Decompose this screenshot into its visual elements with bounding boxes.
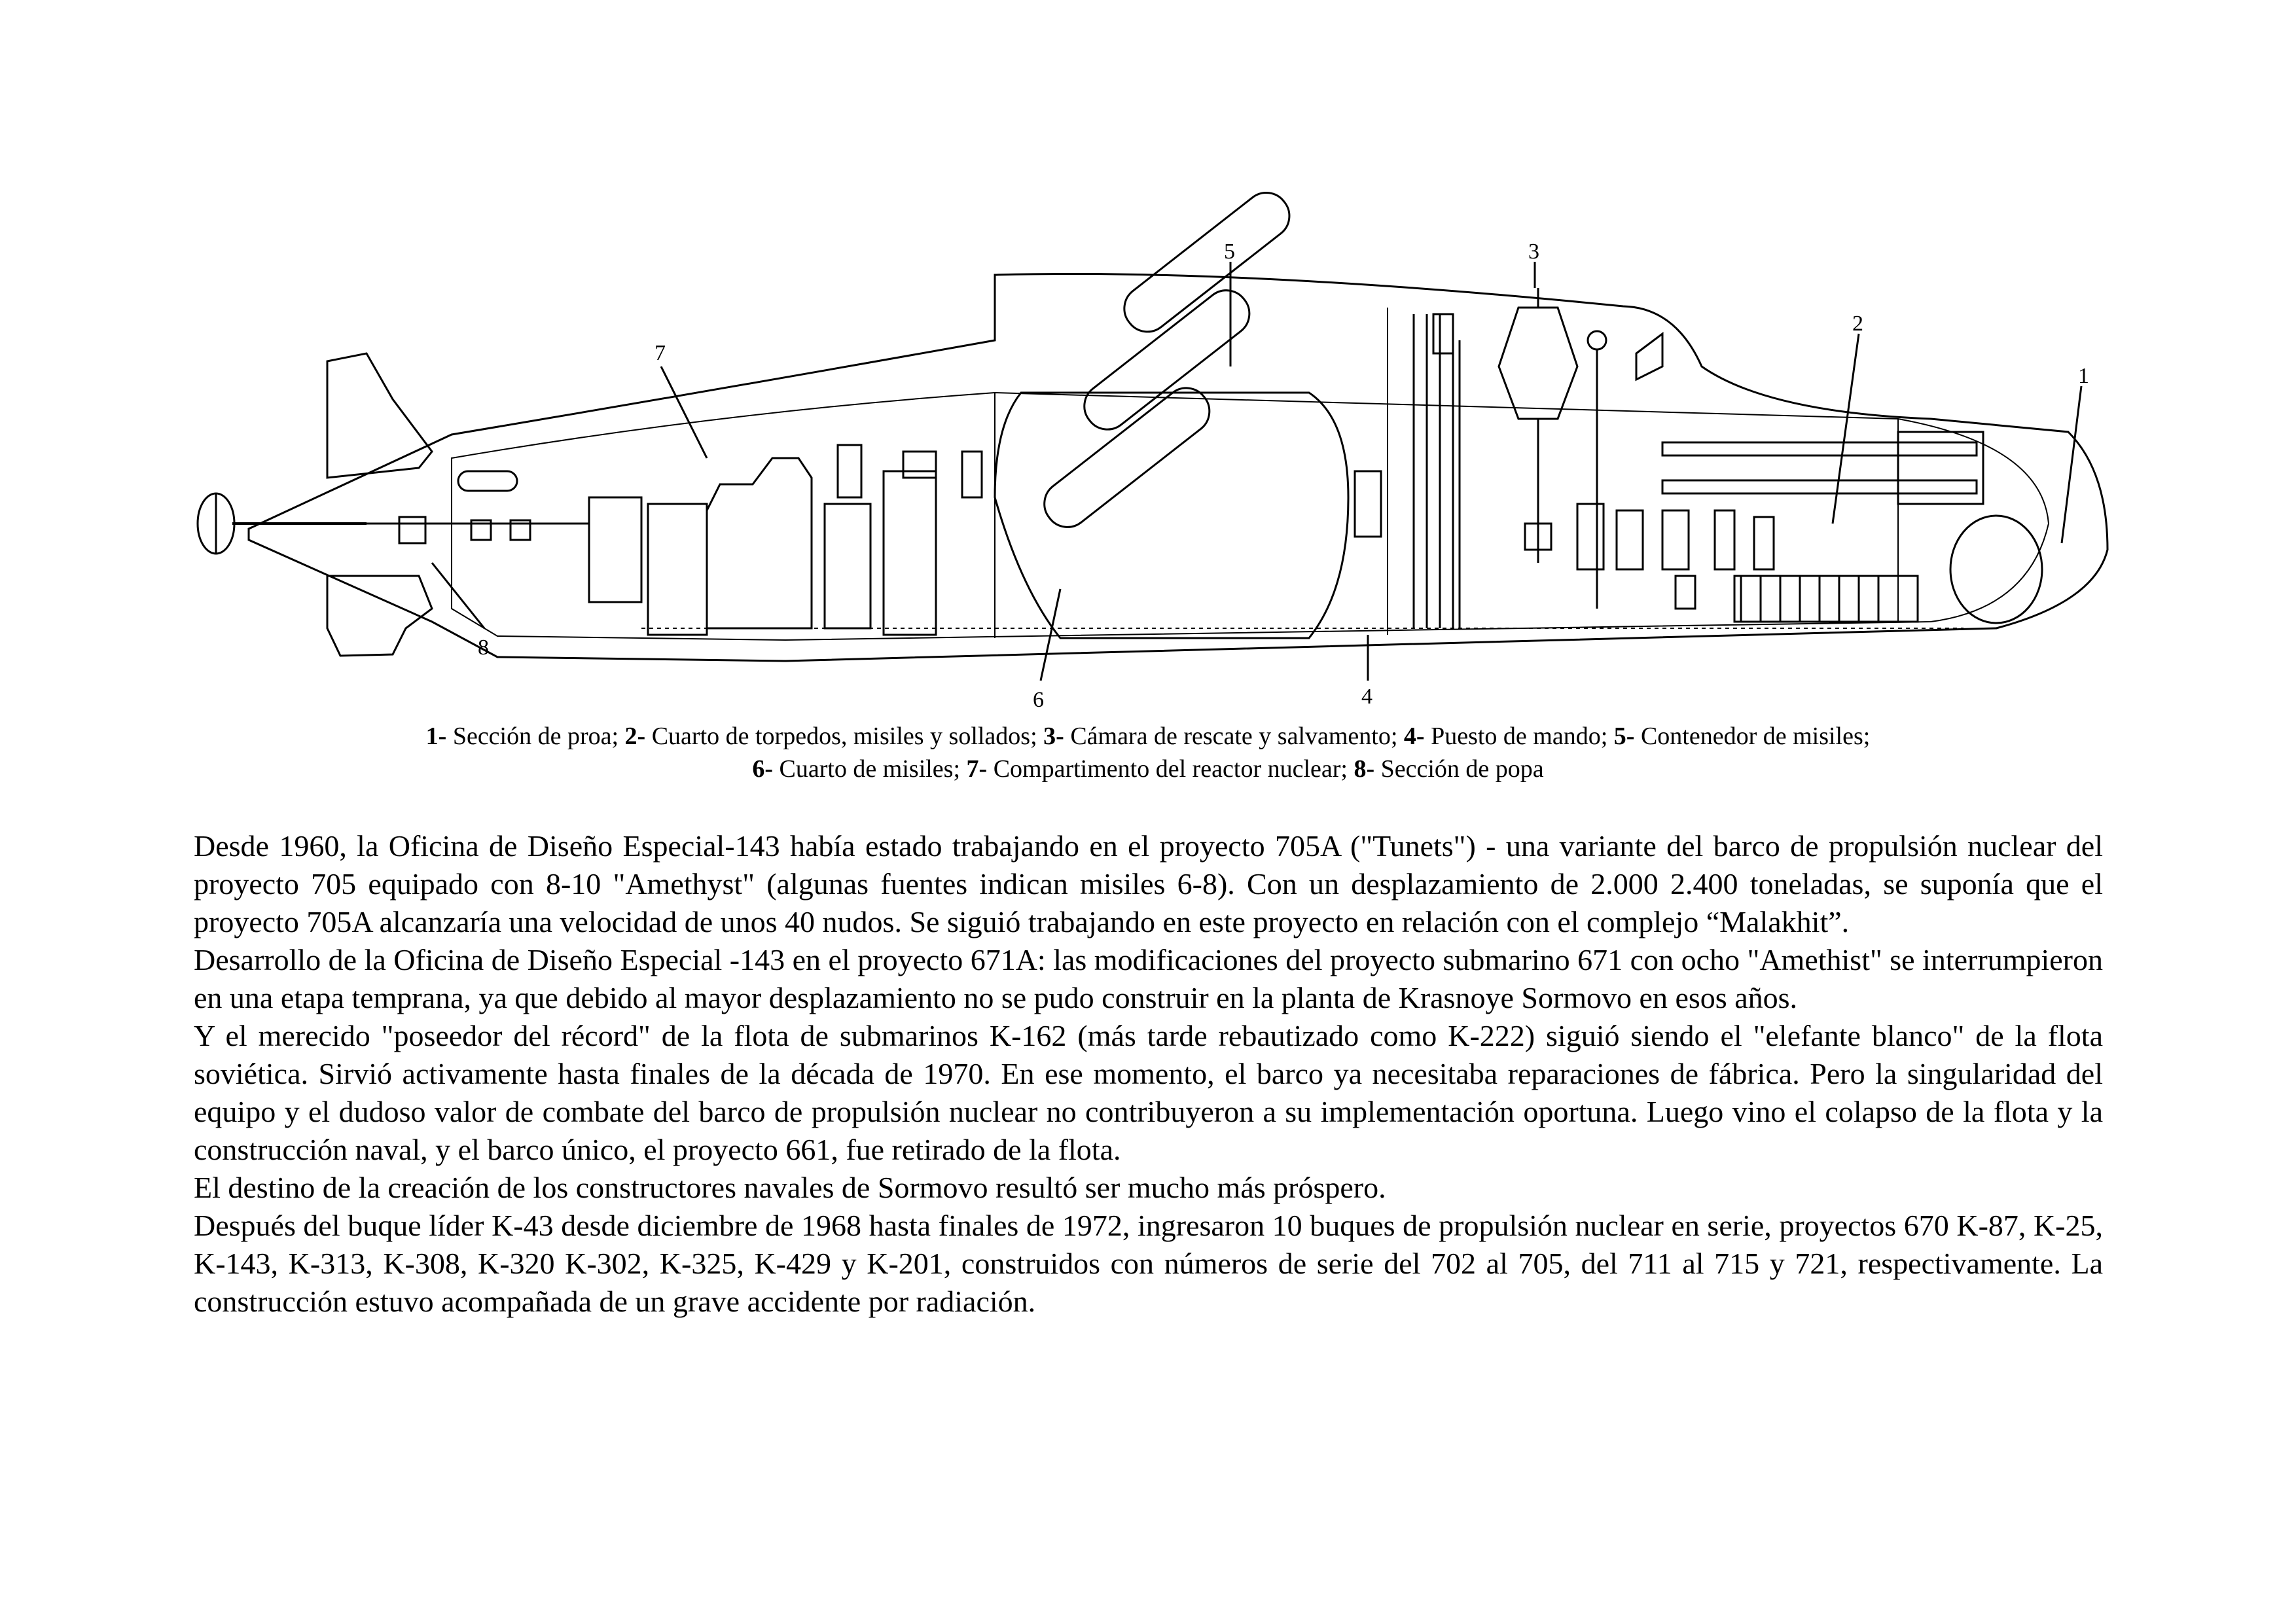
caption-num: 3- bbox=[1043, 722, 1064, 750]
diagram-label-5: 5 bbox=[1224, 240, 1235, 264]
caption-num: 8- bbox=[1354, 755, 1375, 783]
diagram-label-8: 8 bbox=[478, 635, 489, 660]
caption-text: Cuarto de torpedos, misiles y sollados; bbox=[645, 722, 1044, 750]
caption-line-1 bbox=[196, 720, 2100, 753]
caption-text: Sección de proa; bbox=[446, 722, 625, 750]
diagram-label-7: 7 bbox=[655, 341, 666, 365]
missile-containers bbox=[971, 184, 1363, 536]
stern-lower-rudder bbox=[327, 576, 432, 656]
diagram-label-1: 1 bbox=[2078, 364, 2089, 388]
caption-num: 1- bbox=[425, 722, 447, 750]
diagram-label-3: 3 bbox=[1528, 240, 1539, 264]
diagram-label-2: 2 bbox=[1852, 312, 1863, 336]
stern-rudder bbox=[327, 353, 432, 478]
caption-num: 4- bbox=[1403, 722, 1425, 750]
caption-line-2 bbox=[196, 753, 2100, 785]
caption-text: Cámara de rescate y salvamento; bbox=[1064, 722, 1404, 750]
figure-caption bbox=[196, 720, 2100, 785]
paragraph: Después del buque líder K-43 desde diciembre de 1968 hasta finales de 1972, ingresaron 10 buques de propulsión nuclear en serie, proyectos 670 K-87, K-25, K-143, K-313, K-308, K-320 K-302, K-325, K-429 y K-201, construidos con números de serie del 702 al 705, del 711 al 715 y 721, respectivamente. La construcción estuvo acompañada de un grave accidente por radiación. bbox=[194, 1209, 2103, 1318]
paragraph: Y el merecido "poseedor del récord" de la flota de submarinos K-162 (más tarde rebautizado como K-222) siguió siendo el "elefante blanco" de la flota soviética. Sirvió activamente hasta finales de la década de 1970. En ese momento, el barco ya necesitaba reparaciones de fábrica. Pero la singularidad del equipo y el dudoso valor de combate del barco de propulsión nuclear no contribuyeron a su implementación oportuna. Luego vino el colapso de la flota y la construcción naval, y el barco único, el proyecto 661, fue retirado de la flota. bbox=[194, 1019, 2103, 1166]
submarine-drawing bbox=[0, 0, 2296, 726]
caption-text: Compartimento del reactor nuclear; bbox=[987, 755, 1354, 783]
caption-text: Sección de popa bbox=[1374, 755, 1544, 783]
body-text bbox=[194, 827, 2103, 1321]
hull-outline bbox=[249, 274, 2108, 661]
paragraph: El destino de la creación de los constructores navales de Sormovo resultó ser mucho más próspero. bbox=[194, 1171, 1386, 1204]
paragraph: Desarrollo de la Oficina de Diseño Especial -143 en el proyecto 671A: las modificaciones del proyecto submarino 671 con ocho "Amethist" se interrumpieron en una etapa temprana, ya que debido al mayor desplazamiento no se pudo construir en la planta de Krasnoye Sormovo en esos años. bbox=[194, 943, 2103, 1014]
paragraph: Desde 1960, la Oficina de Diseño Especial-143 había estado trabajando en el proyecto 705A ("Tunets") - una variante del barco de propulsión nuclear del proyecto 705 equipado con 8-10 "Amethyst" (algunas fuentes indican misiles 6-8). Con un desplazamiento de 2.000 2.400 toneladas, se suponía que el proyecto 705A alcanzaría una velocidad de unos 40 nudos. Se siguió trabajando en este proyecto en relación con el complejo “Malakhit”. bbox=[194, 829, 2103, 938]
caption-num: 5- bbox=[1613, 722, 1635, 750]
caption-text: Contenedor de misiles; bbox=[1634, 722, 1871, 750]
caption-num: 7- bbox=[966, 755, 988, 783]
caption-text: Puesto de mando; bbox=[1424, 722, 1614, 750]
diagram-label-4: 4 bbox=[1361, 685, 1372, 709]
diagram-label-6: 6 bbox=[1033, 688, 1044, 712]
submarine-cutaway-diagram bbox=[0, 0, 2296, 726]
caption-num: 6- bbox=[752, 755, 773, 783]
pressure-hull bbox=[452, 393, 2049, 640]
caption-text: Cuarto de misiles; bbox=[773, 755, 967, 783]
rescue-chamber bbox=[1499, 308, 1577, 419]
caption-num: 2- bbox=[624, 722, 646, 750]
